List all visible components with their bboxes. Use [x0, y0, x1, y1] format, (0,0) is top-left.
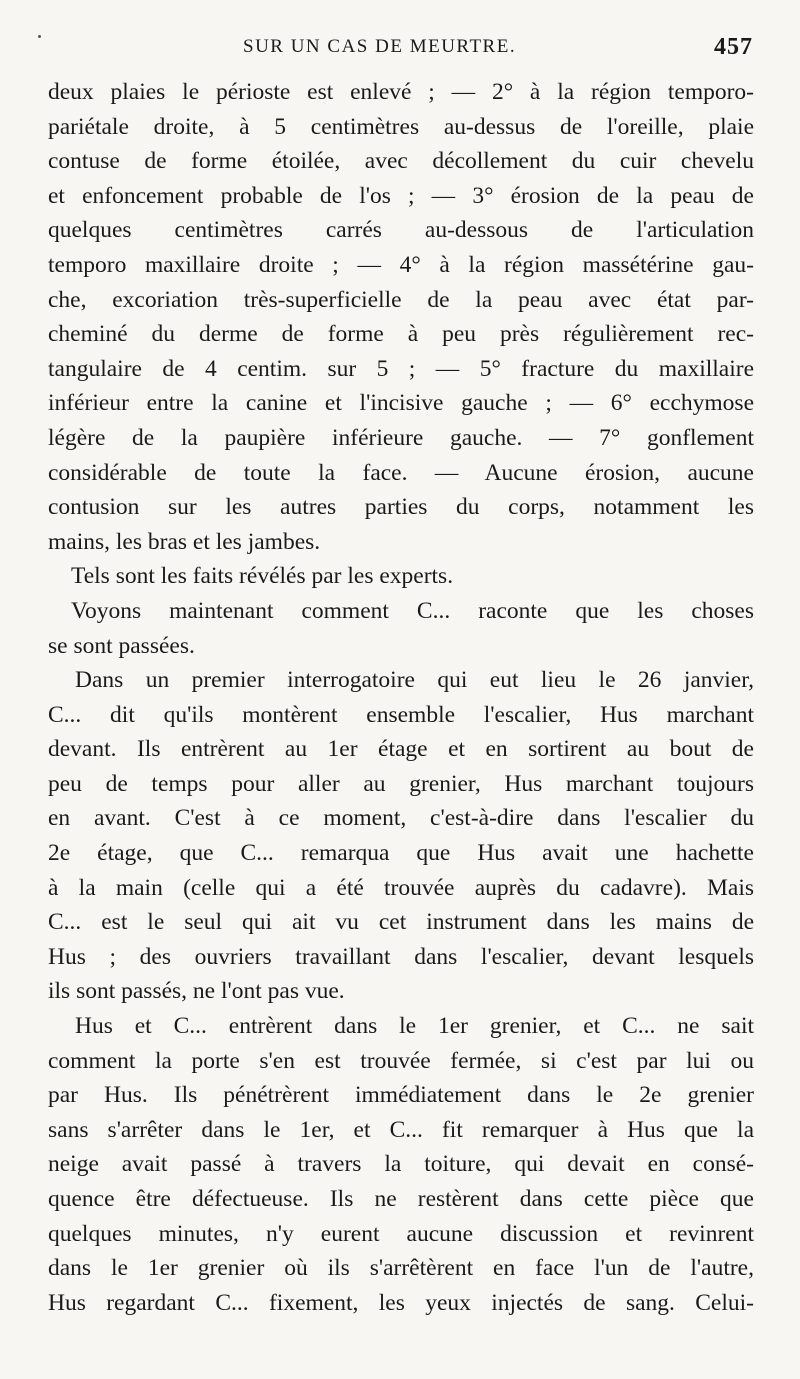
print-speck: [38, 35, 41, 38]
text-line: dans le 1er grenier où ils s'arrêtèrent en face l'un de l'autre,: [48, 1255, 754, 1282]
text-line: C... dit qu'ils montèrent ensemble l'escalier, Hus marchant: [48, 701, 754, 728]
page-number: 457: [714, 34, 753, 60]
text-line: neige avait passé à travers la toiture, qui devait en consé-: [48, 1151, 754, 1178]
text-line: en avant. C'est à ce moment, c'est-à-dire dans l'escalier du: [48, 805, 754, 832]
paragraph-line: Hus et C... entrèrent dans le 1er grenier, et C... ne sait: [75, 1013, 754, 1040]
running-title: SUR UN CAS DE MEURTRE.: [243, 36, 517, 57]
text-line: à la main (celle qui a été trouvée auprès du cadavre). Mais: [48, 874, 754, 901]
text-line: et enfoncement probable de l'os ; — 3° érosion de la peau de: [48, 182, 754, 209]
text-line: pariétale droite, à 5 centimètres au-dessus de l'oreille, plaie: [48, 113, 754, 140]
text-line: quelques centimètres carrés au-dessous de l'articulation: [48, 217, 754, 244]
text-line: tangulaire de 4 centim. sur 5 ; — 5° fracture du maxillaire: [48, 355, 754, 382]
paragraph-line: Dans un premier interrogatoire qui eut lieu le 26 janvier,: [75, 667, 754, 694]
text-line: inférieur entre la canine et l'incisive gauche ; — 6° ecchymose: [48, 390, 754, 417]
text-line: ils sont passés, ne l'ont pas vue.: [48, 978, 345, 1005]
text-line: cheminé du derme de forme à peu près régulièrement rec-: [48, 321, 754, 348]
text-line: légère de la paupière inférieure gauche. — 7° gonflement: [48, 424, 754, 451]
text-line: C... est le seul qui ait vu cet instrument dans les mains de: [48, 909, 754, 936]
paragraph-line: Tels sont les faits révélés par les experts.: [71, 563, 454, 590]
text-line: considérable de toute la face. — Aucune érosion, aucune: [48, 459, 754, 486]
text-line: Hus ; des ouvriers travaillant dans l'escalier, devant lesquels: [48, 943, 754, 970]
text-line: devant. Ils entrèrent au 1er étage et en sortirent au bout de: [48, 736, 754, 763]
paragraph-line: Voyons maintenant comment C... raconte que les choses: [71, 597, 754, 624]
text-line: se sont passées.: [48, 632, 195, 659]
text-line: sans s'arrêter dans le 1er, et C... fit remarquer à Hus que la: [48, 1116, 754, 1143]
text-line: temporo maxillaire droite ; — 4° à la région massétérine gau-: [48, 251, 754, 278]
page-header: [48, 34, 753, 64]
text-line: peu de temps pour aller au grenier, Hus marchant toujours: [48, 770, 754, 797]
text-line: contusion sur les autres parties du corps, notamment les: [48, 494, 754, 521]
text-line: deux plaies le périoste est enlevé ; — 2° à la région temporo-: [48, 79, 754, 105]
text-line: 2e étage, que C... remarqua que Hus avait une hachette: [48, 840, 754, 867]
text-line: quelques minutes, n'y eurent aucune discussion et revinrent: [48, 1220, 754, 1247]
text-line: quence être défectueuse. Ils ne restèrent dans cette pièce que: [48, 1186, 754, 1212]
text-line: che, excoriation très-superficielle de la peau avec état par-: [48, 286, 754, 313]
body-text: [48, 75, 754, 1320]
text-line: par Hus. Ils pénétrèrent immédiatement dans le 2e grenier: [48, 1082, 754, 1109]
text-line: Hus regardant C... fixement, les yeux injectés de sang. Celui-: [48, 1289, 754, 1316]
text-line: comment la porte s'en est trouvée fermée, si c'est par lui ou: [48, 1047, 754, 1074]
text-line: mains, les bras et les jambes.: [48, 528, 321, 555]
text-line: contuse de forme étoilée, avec décollement du cuir chevelu: [48, 148, 754, 175]
